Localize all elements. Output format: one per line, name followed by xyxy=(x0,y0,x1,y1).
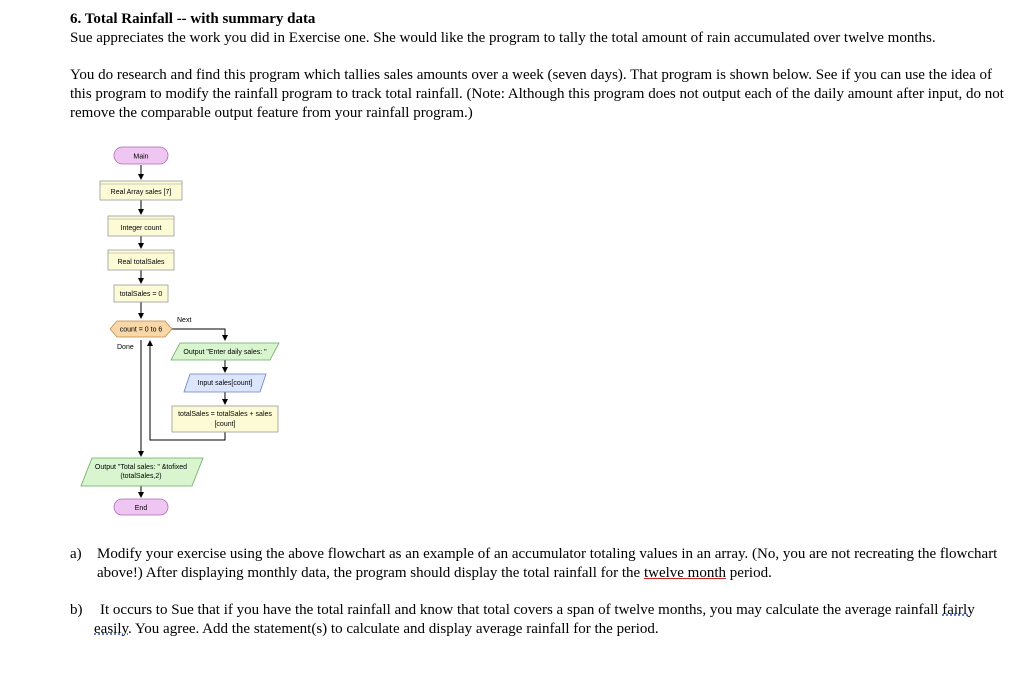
output-prompt-label: Output "Enter daily sales: " xyxy=(183,349,267,356)
exercise-title: 6. Total Rainfall -- with summary data xyxy=(70,11,316,27)
main-label: Main xyxy=(133,153,149,161)
question-a-underlined: twelve month xyxy=(643,565,727,581)
question-b-underlined: fairly easily xyxy=(94,602,975,637)
intro-paragraph: Sue appreciates the work you did in Exercise one. She would like the program to tally the total amount of rain accumulated over twelve months. xyxy=(70,30,936,46)
output-total-line1: Output "Total sales: " &tofixed xyxy=(94,464,188,471)
done-label: Done xyxy=(117,344,134,351)
question-b-text xyxy=(94,601,1009,639)
loop-label: count = 0 to 6 xyxy=(119,326,163,334)
decl-array-label: Real Array sales [7] xyxy=(110,189,172,196)
accumulate-line1: totalSales = totalSales + sales xyxy=(178,411,272,418)
question-a-after: period. xyxy=(726,565,772,581)
research-paragraph: You do research and find this program which tallies sales amounts over a week (seven days). That program is shown below. See if you can use the idea of this program to modify the rainfall program to track total rainfall. (Note: Although this program does not output each of the daily amount after input, do not remove the comparable output feature from your rainfall program.) xyxy=(70,67,1004,121)
question-b-after: . You agree. Add the statement(s) to calculate and display average rainfall for the period. xyxy=(128,621,659,637)
question-a-text xyxy=(97,545,1012,583)
question-a-label: a) xyxy=(70,546,82,562)
decl-total-label: Real totalSales xyxy=(117,259,165,266)
output-total-line2: (totalSales,2) xyxy=(120,473,162,480)
output-total-shape xyxy=(81,458,203,486)
question-b-before: It occurs to Sue that if you have the total rainfall and know that total covers a span of twelve months, you may calculate the average rainfall xyxy=(100,602,943,618)
end-label: End xyxy=(134,505,148,512)
accumulate-box xyxy=(172,406,278,432)
question-b-label: b) xyxy=(70,602,83,618)
decl-count-label: Integer count xyxy=(120,225,162,232)
input-sales-label: Input sales[count] xyxy=(197,380,253,387)
assign-total-label: totalSales = 0 xyxy=(119,291,163,298)
question-a-before: Modify your exercise using the above flowchart as an example of an accumulator totaling values in an array. (No, you are not recreating the flowchart above!) After displaying monthly data, the program should display the total rainfall for the xyxy=(97,546,998,581)
accumulate-line2: [count] xyxy=(214,421,236,428)
next-label: Next xyxy=(177,317,192,324)
